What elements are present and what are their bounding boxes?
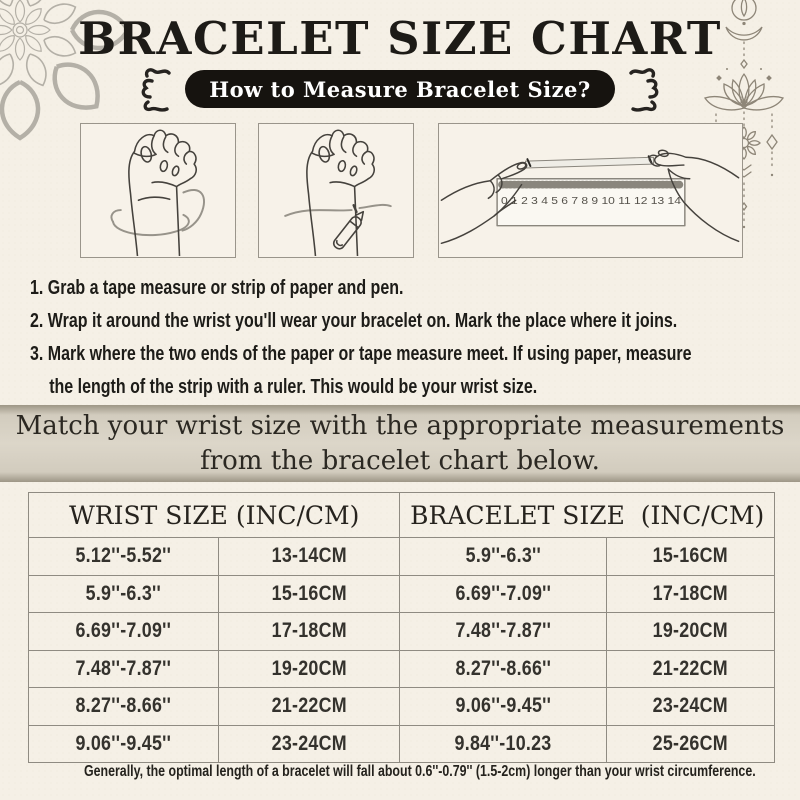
subtitle-row xyxy=(0,67,800,111)
step-1: 1. Grab a tape measure or strip of paper and pen. xyxy=(30,277,404,299)
bracelet-inches-cell: 7.48''-7.87'' xyxy=(400,613,607,651)
bracelet-inches-cell: 8.27''-8.66'' xyxy=(400,650,607,688)
bracelet-size-header: BRACELET SIZE (INC/CM) xyxy=(400,493,775,538)
wrist-cm-cell: 21-22CM xyxy=(219,688,400,726)
bracelet-cm-cell: 21-22CM xyxy=(607,650,775,688)
wrist-cm-cell: 19-20CM xyxy=(219,650,400,688)
illustration-mark-with-pen xyxy=(258,123,414,258)
measuring-steps xyxy=(30,272,750,404)
footnote-text: Generally, the optimal length of a bracelet will fall about 0.6''-0.79'' (1.5-2cm) longer than your wrist circumference. xyxy=(83,763,756,780)
banner-line-2: from the bracelet chart below. xyxy=(200,445,600,476)
bracelet-cm-cell: 25-26CM xyxy=(607,725,775,763)
table-header-row xyxy=(29,493,775,538)
table-row xyxy=(29,688,775,726)
bracelet-cm-cell: 19-20CM xyxy=(607,613,775,651)
wrist-inches-cell: 5.9''-6.3'' xyxy=(29,575,219,613)
illustration-measure-with-ruler xyxy=(438,123,743,258)
bracelet-cm-cell: 15-16CM xyxy=(607,538,775,576)
wrist-inches-cell: 9.06''-9.45'' xyxy=(29,725,219,763)
match-size-banner xyxy=(0,405,800,482)
wrist-inches-cell: 5.12''-5.52'' xyxy=(29,538,219,576)
wrist-cm-cell: 13-14CM xyxy=(219,538,400,576)
wrist-cm-cell: 23-24CM xyxy=(219,725,400,763)
bracelet-inches-cell: 5.9''-6.3'' xyxy=(400,538,607,576)
wrist-size-header: WRIST SIZE (INC/CM) xyxy=(29,493,400,538)
table-row xyxy=(29,725,775,763)
bracelet-inches-cell: 9.84''-10.23 xyxy=(400,725,607,763)
wrist-inches-cell: 6.69''-7.09'' xyxy=(29,613,219,651)
wrist-cm-cell: 17-18CM xyxy=(219,613,400,651)
bracelet-cm-cell: 23-24CM xyxy=(607,688,775,726)
step-3-continued: the length of the strip with a ruler. This would be your wrist size. xyxy=(49,376,538,398)
wrist-inches-cell: 7.48''-7.87'' xyxy=(29,650,219,688)
table-row xyxy=(29,613,775,651)
bracelet-inches-cell: 6.69''-7.09'' xyxy=(400,575,607,613)
subtitle-text: How to Measure Bracelet Size? xyxy=(209,76,591,102)
page-title: BRACELET SIZE CHART xyxy=(78,12,722,65)
step-2: 2. Wrap it around the wrist you'll wear your bracelet on. Mark the place where it joins. xyxy=(30,310,678,332)
table-row xyxy=(29,538,775,576)
wrist-cm-cell: 15-16CM xyxy=(219,575,400,613)
table-row xyxy=(29,650,775,688)
size-table xyxy=(28,492,775,763)
footnote-row xyxy=(0,763,800,781)
banner-line-1: Match your wrist size with the appropriate measurements xyxy=(15,410,785,441)
subtitle-pill xyxy=(185,70,614,108)
wrist-inches-cell: 8.27''-8.66'' xyxy=(29,688,219,726)
step-3: 3. Mark where the two ends of the paper or tape measure meet. If using paper, measure xyxy=(30,343,692,365)
ruler-numbers: 0 1 2 3 4 5 6 7 8 9 10 11 12 13 14 xyxy=(501,196,682,208)
bracelet-inches-cell: 9.06''-9.45'' xyxy=(400,688,607,726)
flourish-left-icon xyxy=(137,65,173,113)
illustration-wrap-wrist xyxy=(80,123,236,258)
bracelet-cm-cell: 17-18CM xyxy=(607,575,775,613)
table-row xyxy=(29,575,775,613)
flourish-right-icon xyxy=(627,65,663,113)
